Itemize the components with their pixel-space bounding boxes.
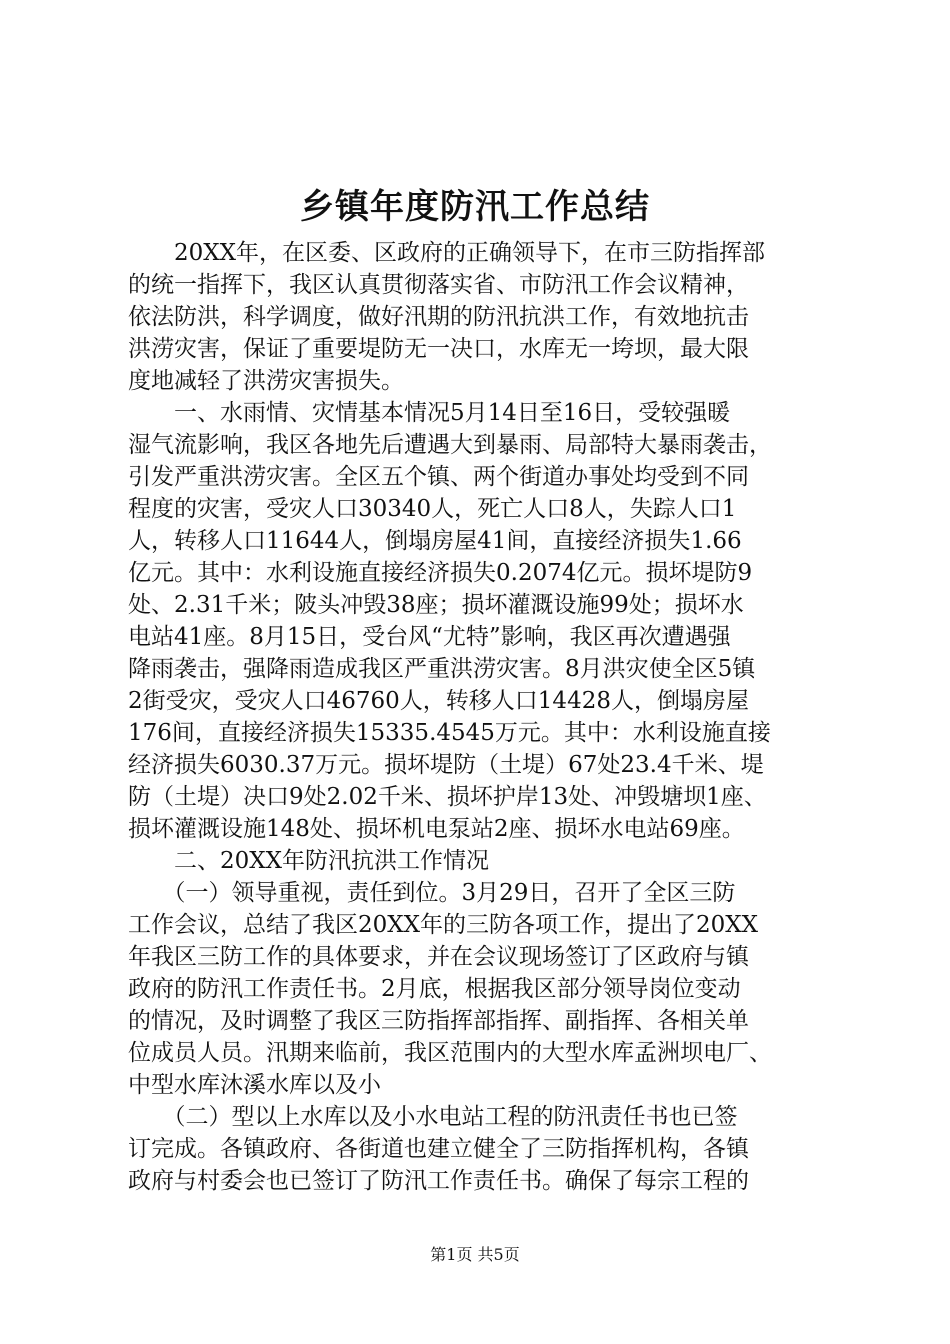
text-line: 工作会议，总结了我区20XX年的三防各项工作，提出了20XX bbox=[128, 912, 759, 938]
text-line: 依法防洪，科学调度，做好汛期的防汛抗洪工作，有效地抗击 bbox=[128, 304, 749, 330]
text-line: 损坏灌溉设施148处、损坏机电泵站2座、损坏水电站69座。 bbox=[128, 816, 745, 842]
text-line: 度地减轻了洪涝灾害损失。 bbox=[128, 368, 404, 394]
text-line: 洪涝灾害，保证了重要堤防无一决口，水库无一垮坝，最大限 bbox=[128, 336, 749, 362]
text-line: （一）领导重视，责任到位。3月29日，召开了全区三防 bbox=[128, 880, 736, 906]
text-line: 一、水雨情、灾情基本情况5月14日至16日，受较强暖 bbox=[128, 400, 731, 426]
text-line: 订完成。各镇政府、各街道也建立健全了三防指挥机构，各镇 bbox=[128, 1136, 749, 1162]
text-line: 2街受灾，受灾人口46760人，转移人口14428人，倒塌房屋 bbox=[128, 688, 749, 714]
text-line: （二）型以上水库以及小水电站工程的防汛责任书也已签 bbox=[128, 1104, 738, 1130]
text-line: 政府与村委会也已签订了防汛工作责任书。确保了每宗工程的 bbox=[128, 1168, 749, 1194]
text-line: 政府的防汛工作责任书。2月底，根据我区部分领导岗位变动 bbox=[128, 976, 741, 1002]
text-line: 20XX年，在区委、区政府的正确领导下，在市三防指挥部 bbox=[128, 240, 766, 266]
text-line: 处、2.31千米；陂头冲毁38座；损坏灌溉设施99处；损坏水 bbox=[128, 592, 744, 618]
text-line: 亿元。其中：水利设施直接经济损失0.2074亿元。损坏堤防9 bbox=[128, 560, 753, 586]
document-title: 乡镇年度防汛工作总结 bbox=[300, 187, 650, 227]
text-line: 降雨袭击，强降雨造成我区严重洪涝灾害。8月洪灾使全区5镇 bbox=[128, 656, 756, 682]
page-footer: 第1页 共5页 bbox=[430, 1245, 520, 1264]
text-line: 位成员人员。汛期来临前，我区范围内的大型水库孟洲坝电厂、 bbox=[128, 1040, 772, 1066]
text-line: 的情况，及时调整了我区三防指挥部指挥、副指挥、各相关单 bbox=[128, 1008, 749, 1034]
text-line: 176间，直接经济损失15335.4545万元。其中：水利设施直接 bbox=[128, 720, 771, 746]
text-line: 中型水库沐溪水库以及小 bbox=[128, 1072, 381, 1098]
text-line: 电站41座。8月15日，受台风“尤特”影响，我区再次遭遇强 bbox=[128, 624, 731, 650]
text-line: 程度的灾害，受灾人口30340人，死亡人口8人，失踪人口1 bbox=[128, 496, 737, 522]
text-line: 经济损失6030.37万元。损坏堤防（土堤）67处23.4千米、堤 bbox=[128, 752, 764, 778]
text-line: 防（土堤）决口9处2.02千米、损坏护岸13处、冲毁塘坝1座、 bbox=[128, 784, 767, 810]
text-line: 湿气流影响，我区各地先后遭遇大到暴雨、局部特大暴雨袭击， bbox=[128, 432, 772, 458]
text-line: 人，转移人口11644人，倒塌房屋41间，直接经济损失1.66 bbox=[128, 528, 742, 554]
text-line: 引发严重洪涝灾害。全区五个镇、两个街道办事处均受到不同 bbox=[128, 464, 749, 490]
text-line: 年我区三防工作的具体要求，并在会议现场签订了区政府与镇 bbox=[128, 944, 749, 970]
section-heading: 二、20XX年防汛抗洪工作情况 bbox=[128, 848, 490, 874]
text-line: 的统一指挥下，我区认真贯彻落实省、市防汛工作会议精神， bbox=[128, 272, 749, 298]
